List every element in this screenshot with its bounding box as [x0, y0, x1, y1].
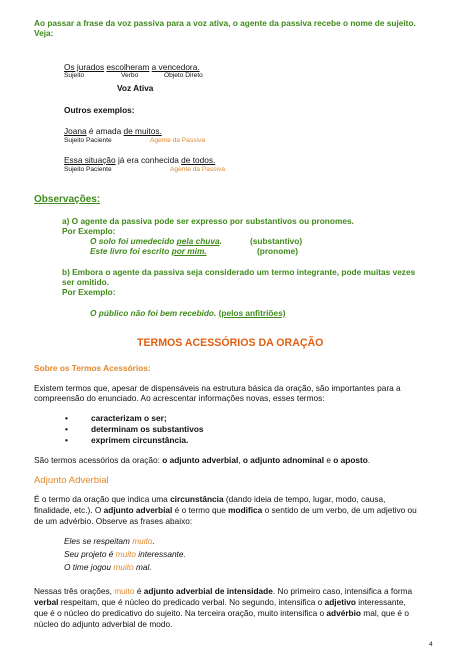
intro-line-1: Ao passar a frase da voz passiva para a voz ativa, o agente da passiva recebe o nome de sujeito.: [34, 18, 416, 28]
ex1-label-sujeito-paciente: Sujeito Paciente: [64, 137, 112, 144]
label-objeto-direto: Objeto Direto: [164, 72, 203, 79]
obs-a-note-1: (substantivo): [250, 236, 303, 246]
label-verbo: Verbo: [121, 72, 139, 79]
obs-a-note-2: (pronome): [257, 246, 299, 256]
observacoes-heading: Observações:: [34, 194, 101, 205]
others-example-1: Joana é amada de muitos.: [64, 126, 162, 136]
adjunto-final-line-3: que é o núcleo do predicativo do sujeito. Na terceira oração, muito intensifica o advérbio mal, que é o: [34, 608, 409, 618]
termos-paragraph-line-1: Existem termos que, apesar de dispensáveis na estrutura básica da oração, são importantes para a: [34, 383, 401, 393]
adjunto-example-1: Eles se respeitam muito.: [64, 536, 155, 546]
adjunto-line-2: finalidade, etc.). O adjunto adverbial é o termo que modifica o sentido de um verbo, de um adjetivo ou: [34, 505, 417, 515]
obs-a-example-1: O solo foi umedecido pela chuva.: [90, 236, 222, 246]
obs-b-line-2: ser omitido.: [62, 277, 110, 287]
obs-a-line: a) O agente da passiva pode ser expresso por substantivos ou pronomes.: [62, 216, 354, 226]
adjunto-final-line-4: núcleo do adjunto adverbial de modo.: [34, 619, 173, 629]
obs-a-por-exemplo: Por Exemplo:: [62, 226, 116, 236]
obs-b-line-1: b) Embora o agente da passiva seja considerado um termo integrante, pode muitas vezes: [62, 267, 416, 277]
bullet-item: • determinam os substantivos: [91, 424, 204, 434]
adjunto-example-2: Seu projeto é muito interessante.: [64, 549, 186, 559]
voz-ativa-label: Voz Ativa: [117, 83, 154, 93]
adjunto-example-3: O time jogou muito mal.: [64, 562, 152, 572]
bullet-item: • caracterizam o ser;: [91, 413, 167, 423]
ex1-label-agente: Agente da Passiva: [150, 137, 205, 144]
others-heading: Outros exemplos:: [64, 105, 135, 115]
adjunto-final-line-1: Nessas três orações, muito é adjunto adverbial de intensidade. No primeiro caso, intensifica a forma: [34, 586, 413, 596]
active-example-sentence: Os jurados escolheram a vencedora.: [64, 62, 200, 72]
section-subtitle: Sobre os Termos Acessórios:: [34, 363, 151, 373]
adjunto-heading: Adjunto Adverbial: [34, 475, 109, 486]
termos-list-sentence: São termos acessórios da oração: o adjunto adverbial, o adjunto adnominal e o aposto.: [34, 455, 371, 465]
adjunto-line-1: É o termo da oração que indica uma circunstância (dando ideia de tempo, lugar, modo, causa,: [34, 494, 386, 504]
section-title: TERMOS ACESSÓRIOS DA ORAÇÃO: [137, 337, 324, 349]
adjunto-final-line-2: verbal respeitam, que é núcleo do predicado verbal. No segundo, intensifica o adjetivo interessante,: [34, 597, 406, 607]
intro-line-2: Veja:: [34, 28, 54, 38]
obs-b-example: O público não foi bem recebido. (pelos anfitriões): [90, 308, 286, 318]
obs-b-por-exemplo: Por Exemplo:: [62, 287, 116, 297]
others-example-2: Essa situação já era conhecida de todos.: [64, 155, 216, 165]
ex2-label-agente: Agente da Passiva: [170, 166, 225, 173]
bullet-item: • exprimem circunstância.: [91, 435, 188, 445]
termos-paragraph-line-2: compreensão do enunciado. Ao acrescentar informações novas, esses termos:: [34, 393, 325, 403]
adjunto-line-3: de um advérbio. Observe as frases abaixo:: [34, 516, 193, 526]
page-number: 4: [429, 641, 433, 648]
label-sujeito: Sujeito: [64, 72, 85, 79]
ex2-label-sujeito-paciente: Sujeito Paciente: [64, 166, 112, 173]
obs-a-example-2: Este livro foi escrito por mim.: [90, 246, 207, 256]
